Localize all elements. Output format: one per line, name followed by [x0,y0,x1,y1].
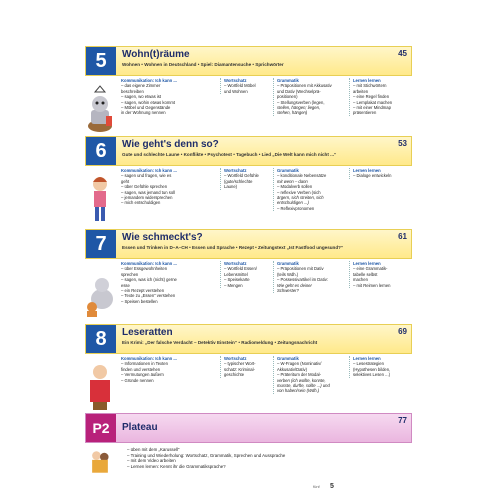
footer-page-number: 5 [330,483,334,490]
unit-7 [85,229,412,325]
unit-number: 5 [86,47,116,75]
wort-header: Wortschatz [224,168,247,173]
list-item: machen [353,277,368,283]
list-item: – mich entschuldigen [121,200,161,206]
list-item: stellen, hängen; liegen, [277,105,321,111]
list-item: – mit Stichwörtern [353,83,387,89]
unit-subtitle: Ein Krimi: „Der falsche Verdacht – Detektiv Einstein“ • Radiomeldung • Zeitungsnachricht [122,340,318,345]
list-item: Wie geht es deiner [277,282,312,288]
plateau-section [85,413,412,483]
list-item: stehen, hängen) [277,110,308,116]
list-item: – Speisekarte [224,277,250,283]
unit-6 [85,136,412,228]
list-item: tabelle selbst [353,271,378,277]
list-item: – jemandem widersprechen [121,195,173,201]
list-item: mit wenn – dann [277,178,308,184]
list-item: – sagen, wo etwas ist [121,94,162,100]
list-item: präsentieren [353,110,377,116]
komm-header: Kommunikation: Ich kann ... [121,168,177,173]
lern-header: Lernen lernen [353,356,381,361]
list-item: – Lesestrategien [353,361,384,367]
unit-title: Wie geht's denn so? [122,139,219,150]
list-item: – mit einer Mindmap [353,105,391,111]
reading-character-illustration [85,358,115,414]
unit-number: 8 [86,325,116,353]
unit-page: 61 [398,232,407,241]
komm-header: Kommunikation: Ich kann ... [121,356,177,361]
unit-number: 7 [86,230,116,258]
unit-subtitle: Gute und schlechte Laune • Konflikte • Psychotest • Tagebuch • Lied „Die Welt kann mich nicht ...“ [122,152,337,157]
lern-header: Lernen lernen [353,261,381,266]
unit-header [85,229,412,259]
list-item: – Lernen lernen: Kennt ihr die Grammatiksprache? [127,463,226,469]
list-item: – typischer Wort- [224,361,256,367]
plateau-page: 77 [398,416,407,425]
unit-5 [85,46,412,138]
list-item: – Wortfeld Gefühle [224,173,259,179]
unit-page: 45 [398,49,407,58]
gram-header: Grammatik [277,356,299,361]
list-item: verben (ich wollte, konnte, [277,377,326,383]
list-item: – üben mit dem „Karussell“ [127,447,180,452]
plateau-header [85,413,412,443]
list-item: schatz: Kriminal- [224,366,255,372]
list-item: – Möbel und Gegenstände [121,105,171,111]
gram-header: Grammatik [277,168,299,173]
lern-header: Lernen lernen [353,168,381,173]
list-item: – Dialoge entwickeln [353,173,392,179]
list-item: von haben/sein (Wdh.) [277,388,320,394]
list-item: finden und verstehen [121,366,161,372]
list-item: – Possessivartikel im Dativ: [277,277,328,283]
list-item: – Speisen bestellen [121,298,158,304]
list-item: – Präpositionen mit Dativ [277,266,324,272]
list-item: musste, durfte, sollte ...) und [277,383,330,389]
gram-header: Grammatik [277,78,299,83]
unit-page: 53 [398,139,407,148]
unit-title: Leseratten [122,327,173,338]
list-item: (teils Wdh.) [277,271,299,277]
unit-page: 69 [398,327,407,336]
list-item: (gute/schlechte [224,178,253,184]
komm-header: Kommunikation: Ich kann ... [121,261,177,266]
list-item: – eine Grammatik- [353,266,388,272]
list-item: – eine Regel finden [353,94,390,100]
list-item: – Präteritum der Modal- [277,372,321,378]
list-item: – Gründe nennen [121,377,154,383]
wort-header: Wortschatz [224,78,247,83]
list-item: – Modalverb sollen [277,184,313,190]
komm-header: Kommunikation: Ich kann ... [121,78,177,83]
list-item: – sagen, wohin etwas kommt [121,99,175,105]
list-item: – Lernplakat machen [353,99,393,105]
list-item: geht [121,178,130,184]
list-item: – über Essgewohnheiten [121,266,168,272]
list-item: – über Gefühle sprechen [121,184,168,190]
list-item: – W-Fragen (Nominativ/ [277,361,322,367]
list-item: – Training und Wiederholung: Wortschatz, Grammatik, Sprechen und Aussprache [127,452,286,458]
list-item: – ein Rezept verstehen [121,288,165,294]
kids-illustration [85,447,115,487]
gram-header: Grammatik [277,261,299,266]
list-item: beschreiben [121,88,144,94]
list-item: – Stellungsverben (legen, [277,99,325,105]
list-item: und Dativ (Wechselprä- [277,88,321,94]
list-item: sprechen [121,271,139,277]
wort-header: Wortschatz [224,261,247,266]
list-item: Schwester? [277,288,299,294]
unit-8 [85,324,412,416]
dog-and-cat-illustration [85,263,115,319]
unit-subtitle: Essen und Trinken in D–A–CH • Essen und Sprache • Rezept • Zeitungstext „Ist Fastfood ungesund?“ [122,245,344,250]
list-item: selektives Lesen ...) [353,372,391,378]
lern-header: Lernen lernen [353,78,381,83]
unit-subtitle: Wohnen • Wohnen in Deutschland • Spiel: Diamantensuche • Sprichwörter [122,62,284,67]
list-item: esse [121,282,130,288]
list-item: positionen) [277,94,298,100]
list-item: arbeiten [353,88,369,94]
list-item: – Präpositionen mit Akkusativ [277,83,332,89]
unit-header [85,136,412,166]
list-item: (Hypothesen bilden, [353,366,391,372]
list-item: – Texte zu „Essen“ verstehen [121,293,176,299]
list-item: und Wohnen [224,88,248,94]
list-item: – sagen, was jemand tun soll [121,189,176,195]
dog-with-hanger-illustration [85,80,115,136]
list-item: – reflexive Verben (sich [277,189,321,195]
list-item: geschichte [224,372,245,378]
list-item: – Wortfeld Essen/ [224,266,257,272]
list-item: Akkusativ/Dativ) [277,366,308,372]
unit-number: 6 [86,137,116,165]
list-item: – das eigene Zimmer [121,83,161,89]
unit-title: Wie schmeckt's? [122,232,203,243]
list-item: – sagen, was ich (nicht) gerne [121,277,177,283]
list-item: Lebensmittel [224,271,248,277]
unit-title: Wohn(t)räume [122,49,190,60]
unit-header [85,46,412,76]
footer-label: fünf [313,484,320,489]
list-item: – Mengen [224,282,243,288]
list-item: – mit dem Video arbeiten [127,458,176,464]
list-item: entschuldigen ...) [277,200,309,206]
list-item: – sagen und fragen, wie es [121,173,172,179]
wort-header: Wortschatz [224,356,247,361]
plateau-title: Plateau [122,422,158,433]
list-item: – konditionale Nebensätze [277,173,327,179]
unit-header [85,324,412,354]
list-item: – Informationen in Texten [121,361,168,367]
list-item: – Reflexivpronomen [277,205,315,211]
list-item: – Vermutungen äußern [121,372,164,378]
list-item: ärgern, sich streiten, sich [277,195,324,201]
list-item: Laune) [224,184,238,190]
girl-illustration [85,170,115,226]
list-item: – mit Reimen lernen [353,282,391,288]
list-item: – Wortfeld Möbel [224,83,256,89]
plateau-number: P2 [86,414,116,442]
list-item: in der Wohnung nennen [121,110,166,116]
